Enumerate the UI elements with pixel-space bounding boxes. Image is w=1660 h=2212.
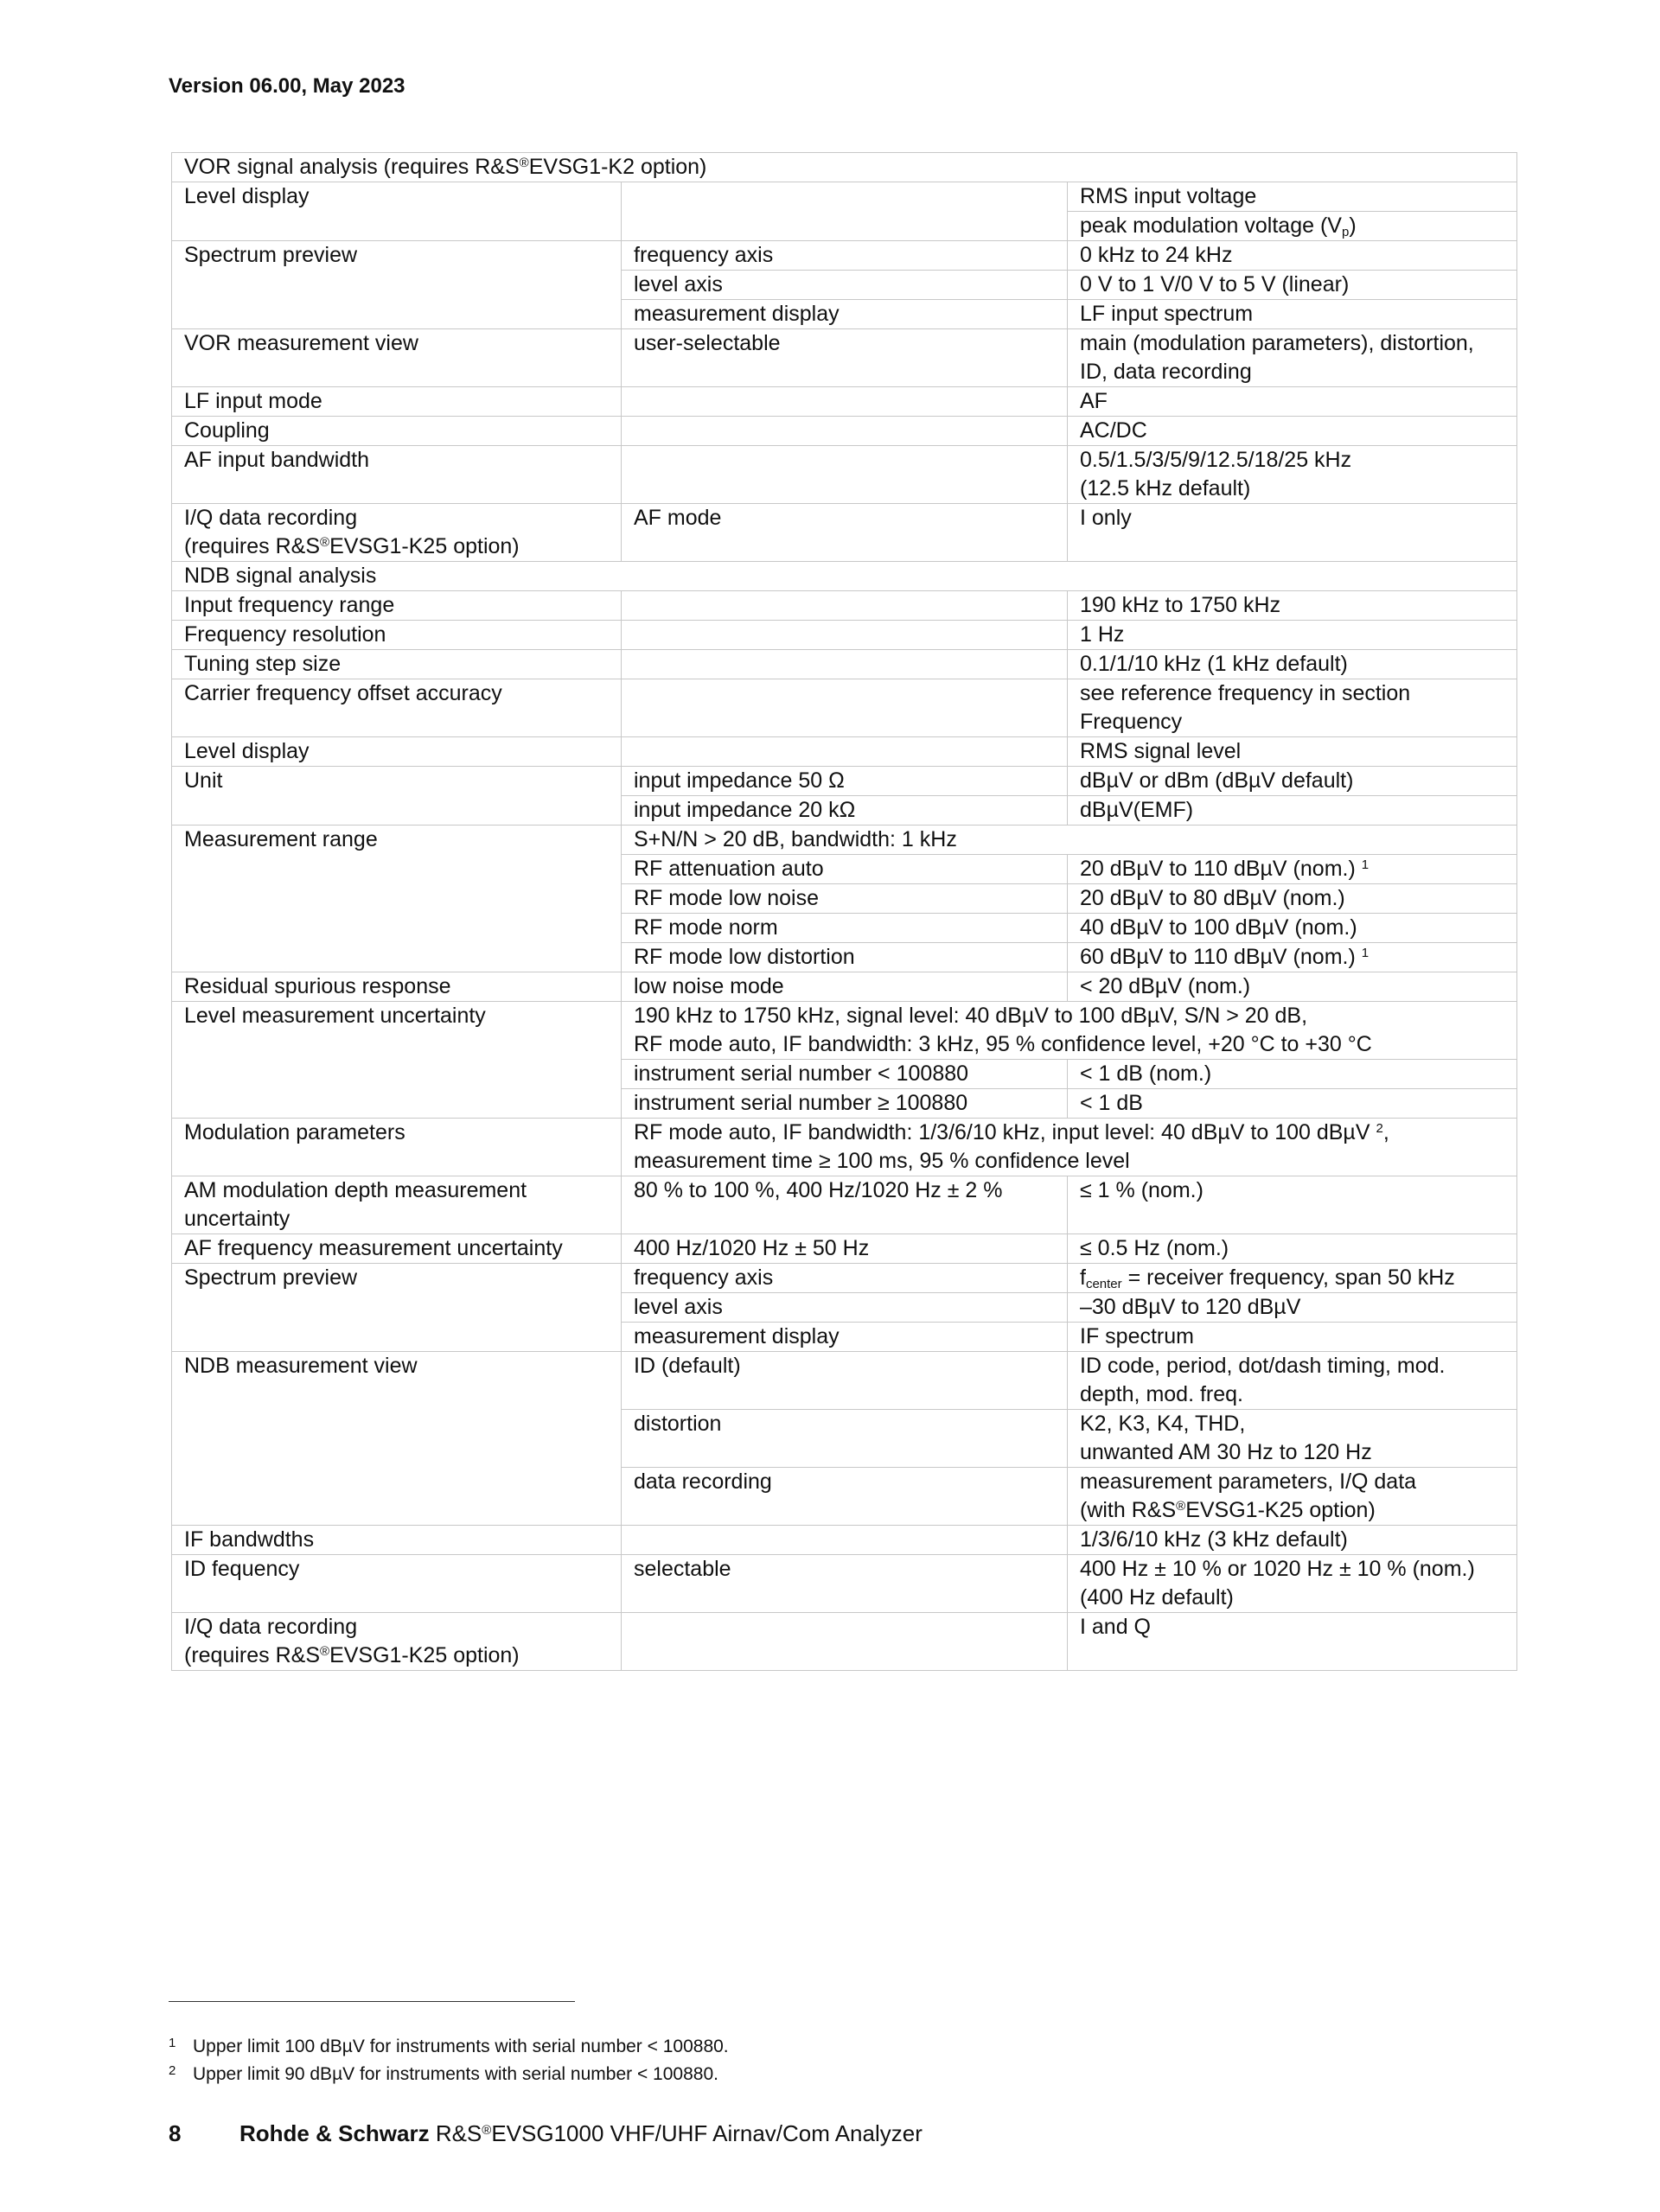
row-condition: low noise mode xyxy=(622,972,1068,1002)
row-label: I/Q data recording (requires R&S®EVSG1-K25 option) xyxy=(172,1613,622,1671)
row-label: Level display xyxy=(172,182,622,241)
row-condition: measurement display xyxy=(622,1323,1068,1352)
row-value: $f_{center}$ = receiver frequency, span 50 kHz xyxy=(1068,1264,1517,1293)
footnote-divider xyxy=(169,2001,575,2002)
table-row xyxy=(172,1613,1517,1671)
row-condition: frequency axis xyxy=(622,241,1068,271)
row-label: Tuning step size xyxy=(172,650,622,679)
row-value: main (modulation parameters), distortion, ID, data recording xyxy=(1068,329,1517,387)
row-value: AC/DC xyxy=(1068,417,1517,446)
table-row xyxy=(172,182,1517,212)
table-row xyxy=(172,1526,1517,1555)
row-label: Spectrum preview xyxy=(172,1264,622,1352)
table-row xyxy=(172,387,1517,417)
row-condition: RF mode auto, IF bandwidth: 1/3/6/10 kHz, input level: 40 dBµV to 100 dBµV $^2$, measurement time ≥ 100 ms, 95 % confidence level xyxy=(622,1119,1517,1176)
row-label: LF input mode xyxy=(172,387,622,417)
table-row xyxy=(172,650,1517,679)
page-footer: 8 Rohde & Schwarz R&S®EVSG1000 VHF/UHF Airnav/Com Analyzer xyxy=(169,2120,923,2146)
row-value: 20 dBµV to 80 dBµV (nom.) xyxy=(1068,884,1517,914)
row-value: –30 dBµV to 120 dBµV xyxy=(1068,1293,1517,1323)
row-value: see reference frequency in section Frequency xyxy=(1068,679,1517,737)
row-condition: measurement display xyxy=(622,300,1068,329)
row-condition xyxy=(622,679,1068,737)
footnote-2: 2 Upper limit 90 dBµV for instruments with serial number < 100880. xyxy=(169,2063,718,2084)
row-condition: data recording xyxy=(622,1468,1068,1526)
row-label: NDB measurement view xyxy=(172,1352,622,1526)
row-condition: ID (default) xyxy=(622,1352,1068,1410)
row-label: AM modulation depth measurement uncertainty xyxy=(172,1176,622,1234)
spec-table xyxy=(171,152,1517,1671)
table-row xyxy=(172,1352,1517,1410)
row-condition: level axis xyxy=(622,271,1068,300)
row-value: RMS signal level xyxy=(1068,737,1517,767)
row-condition: RF mode low noise xyxy=(622,884,1068,914)
row-label: Spectrum preview xyxy=(172,241,622,329)
row-value: 0 kHz to 24 kHz xyxy=(1068,241,1517,271)
row-value: dBµV(EMF) xyxy=(1068,796,1517,826)
row-condition: level axis xyxy=(622,1293,1068,1323)
row-condition: RF attenuation auto xyxy=(622,855,1068,884)
row-label: IF bandwdths xyxy=(172,1526,622,1555)
table-row xyxy=(172,1555,1517,1613)
row-condition: 190 kHz to 1750 kHz, signal level: 40 dBµV to 100 dBµV, S/N > 20 dB, RF mode auto, IF bandwidth: 3 kHz, 95 % confidence level, +20 °C to +30 °C xyxy=(622,1002,1517,1060)
row-condition xyxy=(622,387,1068,417)
footnote-1: 1 Upper limit 100 dBµV for instruments with serial number < 100880. xyxy=(169,2036,729,2056)
row-condition: 400 Hz/1020 Hz ± 50 Hz xyxy=(622,1234,1068,1264)
row-condition xyxy=(622,621,1068,650)
row-value: 1/3/6/10 kHz (3 kHz default) xyxy=(1068,1526,1517,1555)
row-value: ≤ 1 % (nom.) xyxy=(1068,1176,1517,1234)
row-value: ID code, period, dot/dash timing, mod. depth, mod. freq. xyxy=(1068,1352,1517,1410)
page-number: 8 xyxy=(169,2120,182,2146)
section-title-ndb: NDB signal analysis xyxy=(172,562,1517,591)
row-condition: RF mode low distortion xyxy=(622,943,1068,972)
table-row xyxy=(172,767,1517,796)
row-condition: RF mode norm xyxy=(622,914,1068,943)
table-row xyxy=(172,1002,1517,1060)
table-row xyxy=(172,591,1517,621)
table-row xyxy=(172,737,1517,767)
row-condition: input impedance 50 Ω xyxy=(622,767,1068,796)
section-title-vor: VOR signal analysis (requires R&S®EVSG1-K2 option) xyxy=(172,153,1517,182)
footer-brand: Rohde & Schwarz xyxy=(239,2120,430,2146)
row-condition xyxy=(622,446,1068,504)
table-row xyxy=(172,972,1517,1002)
row-value: LF input spectrum xyxy=(1068,300,1517,329)
row-value: IF spectrum xyxy=(1068,1323,1517,1352)
row-label: Unit xyxy=(172,767,622,826)
row-value: 1 Hz xyxy=(1068,621,1517,650)
row-label: Input frequency range xyxy=(172,591,622,621)
row-value: 60 dBµV to 110 dBµV (nom.) $^1$ xyxy=(1068,943,1517,972)
row-label: Carrier frequency offset accuracy xyxy=(172,679,622,737)
row-value: I only xyxy=(1068,504,1517,562)
row-value: peak modulation voltage $(V_p)$ xyxy=(1068,212,1517,241)
table-row xyxy=(172,826,1517,855)
version-header: Version 06.00, May 2023 xyxy=(169,74,405,98)
footnote-ref: 2 xyxy=(1376,1121,1383,1136)
row-condition xyxy=(622,591,1068,621)
row-condition xyxy=(622,737,1068,767)
row-condition: user-selectable xyxy=(622,329,1068,387)
row-condition: frequency axis xyxy=(622,1264,1068,1293)
row-condition xyxy=(622,1526,1068,1555)
row-value: dBµV or dBm (dBµV default) xyxy=(1068,767,1517,796)
row-value: < 20 dBµV (nom.) xyxy=(1068,972,1517,1002)
row-label: Frequency resolution xyxy=(172,621,622,650)
row-condition: input impedance 20 kΩ xyxy=(622,796,1068,826)
row-condition: S+N/N > 20 dB, bandwidth: 1 kHz xyxy=(622,826,1517,855)
row-label: Residual spurious response xyxy=(172,972,622,1002)
table-row xyxy=(172,1176,1517,1234)
table-row xyxy=(172,417,1517,446)
table-row xyxy=(172,1234,1517,1264)
table-row xyxy=(172,1264,1517,1293)
row-condition: AF mode xyxy=(622,504,1068,562)
table-row xyxy=(172,621,1517,650)
row-value: RMS input voltage xyxy=(1068,182,1517,212)
row-value: < 1 dB (nom.) xyxy=(1068,1060,1517,1089)
table-row xyxy=(172,1119,1517,1176)
row-value: < 1 dB xyxy=(1068,1089,1517,1119)
row-value: AF xyxy=(1068,387,1517,417)
row-condition xyxy=(622,417,1068,446)
footer-product: EVSG1000 VHF/UHF Airnav/Com Analyzer xyxy=(491,2120,923,2146)
row-label: AF frequency measurement uncertainty xyxy=(172,1234,622,1264)
row-value: 400 Hz ± 10 % or 1020 Hz ± 10 % (nom.) (400 Hz default) xyxy=(1068,1555,1517,1613)
row-value: 0.5/1.5/3/5/9/12.5/18/25 kHz (12.5 kHz default) xyxy=(1068,446,1517,504)
row-value: measurement parameters, I/Q data (with R&S®EVSG1-K25 option) xyxy=(1068,1468,1517,1526)
row-value: 40 dBµV to 100 dBµV (nom.) xyxy=(1068,914,1517,943)
row-label: I/Q data recording (requires R&S®EVSG1-K25 option) xyxy=(172,504,622,562)
row-value: 0 V to 1 V/0 V to 5 V (linear) xyxy=(1068,271,1517,300)
table-row xyxy=(172,241,1517,271)
footnote-ref: 1 xyxy=(1361,857,1370,872)
row-label: VOR measurement view xyxy=(172,329,622,387)
table-row xyxy=(172,329,1517,387)
row-condition: instrument serial number ≥ 100880 xyxy=(622,1089,1068,1119)
row-condition: distortion xyxy=(622,1410,1068,1468)
row-condition xyxy=(622,1613,1068,1671)
row-condition: selectable xyxy=(622,1555,1068,1613)
section-row-ndb xyxy=(172,562,1517,591)
table-row xyxy=(172,504,1517,562)
row-condition xyxy=(622,182,1068,241)
table-row xyxy=(172,446,1517,504)
row-label: Measurement range xyxy=(172,826,622,972)
row-label: AF input bandwidth xyxy=(172,446,622,504)
row-value: 20 dBµV to 110 dBµV (nom.) $^1$ xyxy=(1068,855,1517,884)
row-label: Modulation parameters xyxy=(172,1119,622,1176)
row-value: ≤ 0.5 Hz (nom.) xyxy=(1068,1234,1517,1264)
table-row xyxy=(172,679,1517,737)
row-value: K2, K3, K4, THD, unwanted AM 30 Hz to 120 Hz xyxy=(1068,1410,1517,1468)
row-condition: instrument serial number < 100880 xyxy=(622,1060,1068,1089)
section-row-vor xyxy=(172,153,1517,182)
row-label: ID fequency xyxy=(172,1555,622,1613)
row-condition: 80 % to 100 %, 400 Hz/1020 Hz ± 2 % xyxy=(622,1176,1068,1234)
row-value: 190 kHz to 1750 kHz xyxy=(1068,591,1517,621)
row-label: Level display xyxy=(172,737,622,767)
footnote-ref: 1 xyxy=(1361,946,1370,960)
row-value: 0.1/1/10 kHz (1 kHz default) xyxy=(1068,650,1517,679)
row-condition xyxy=(622,650,1068,679)
row-label: Level measurement uncertainty xyxy=(172,1002,622,1119)
row-label: Coupling xyxy=(172,417,622,446)
row-value: I and Q xyxy=(1068,1613,1517,1671)
